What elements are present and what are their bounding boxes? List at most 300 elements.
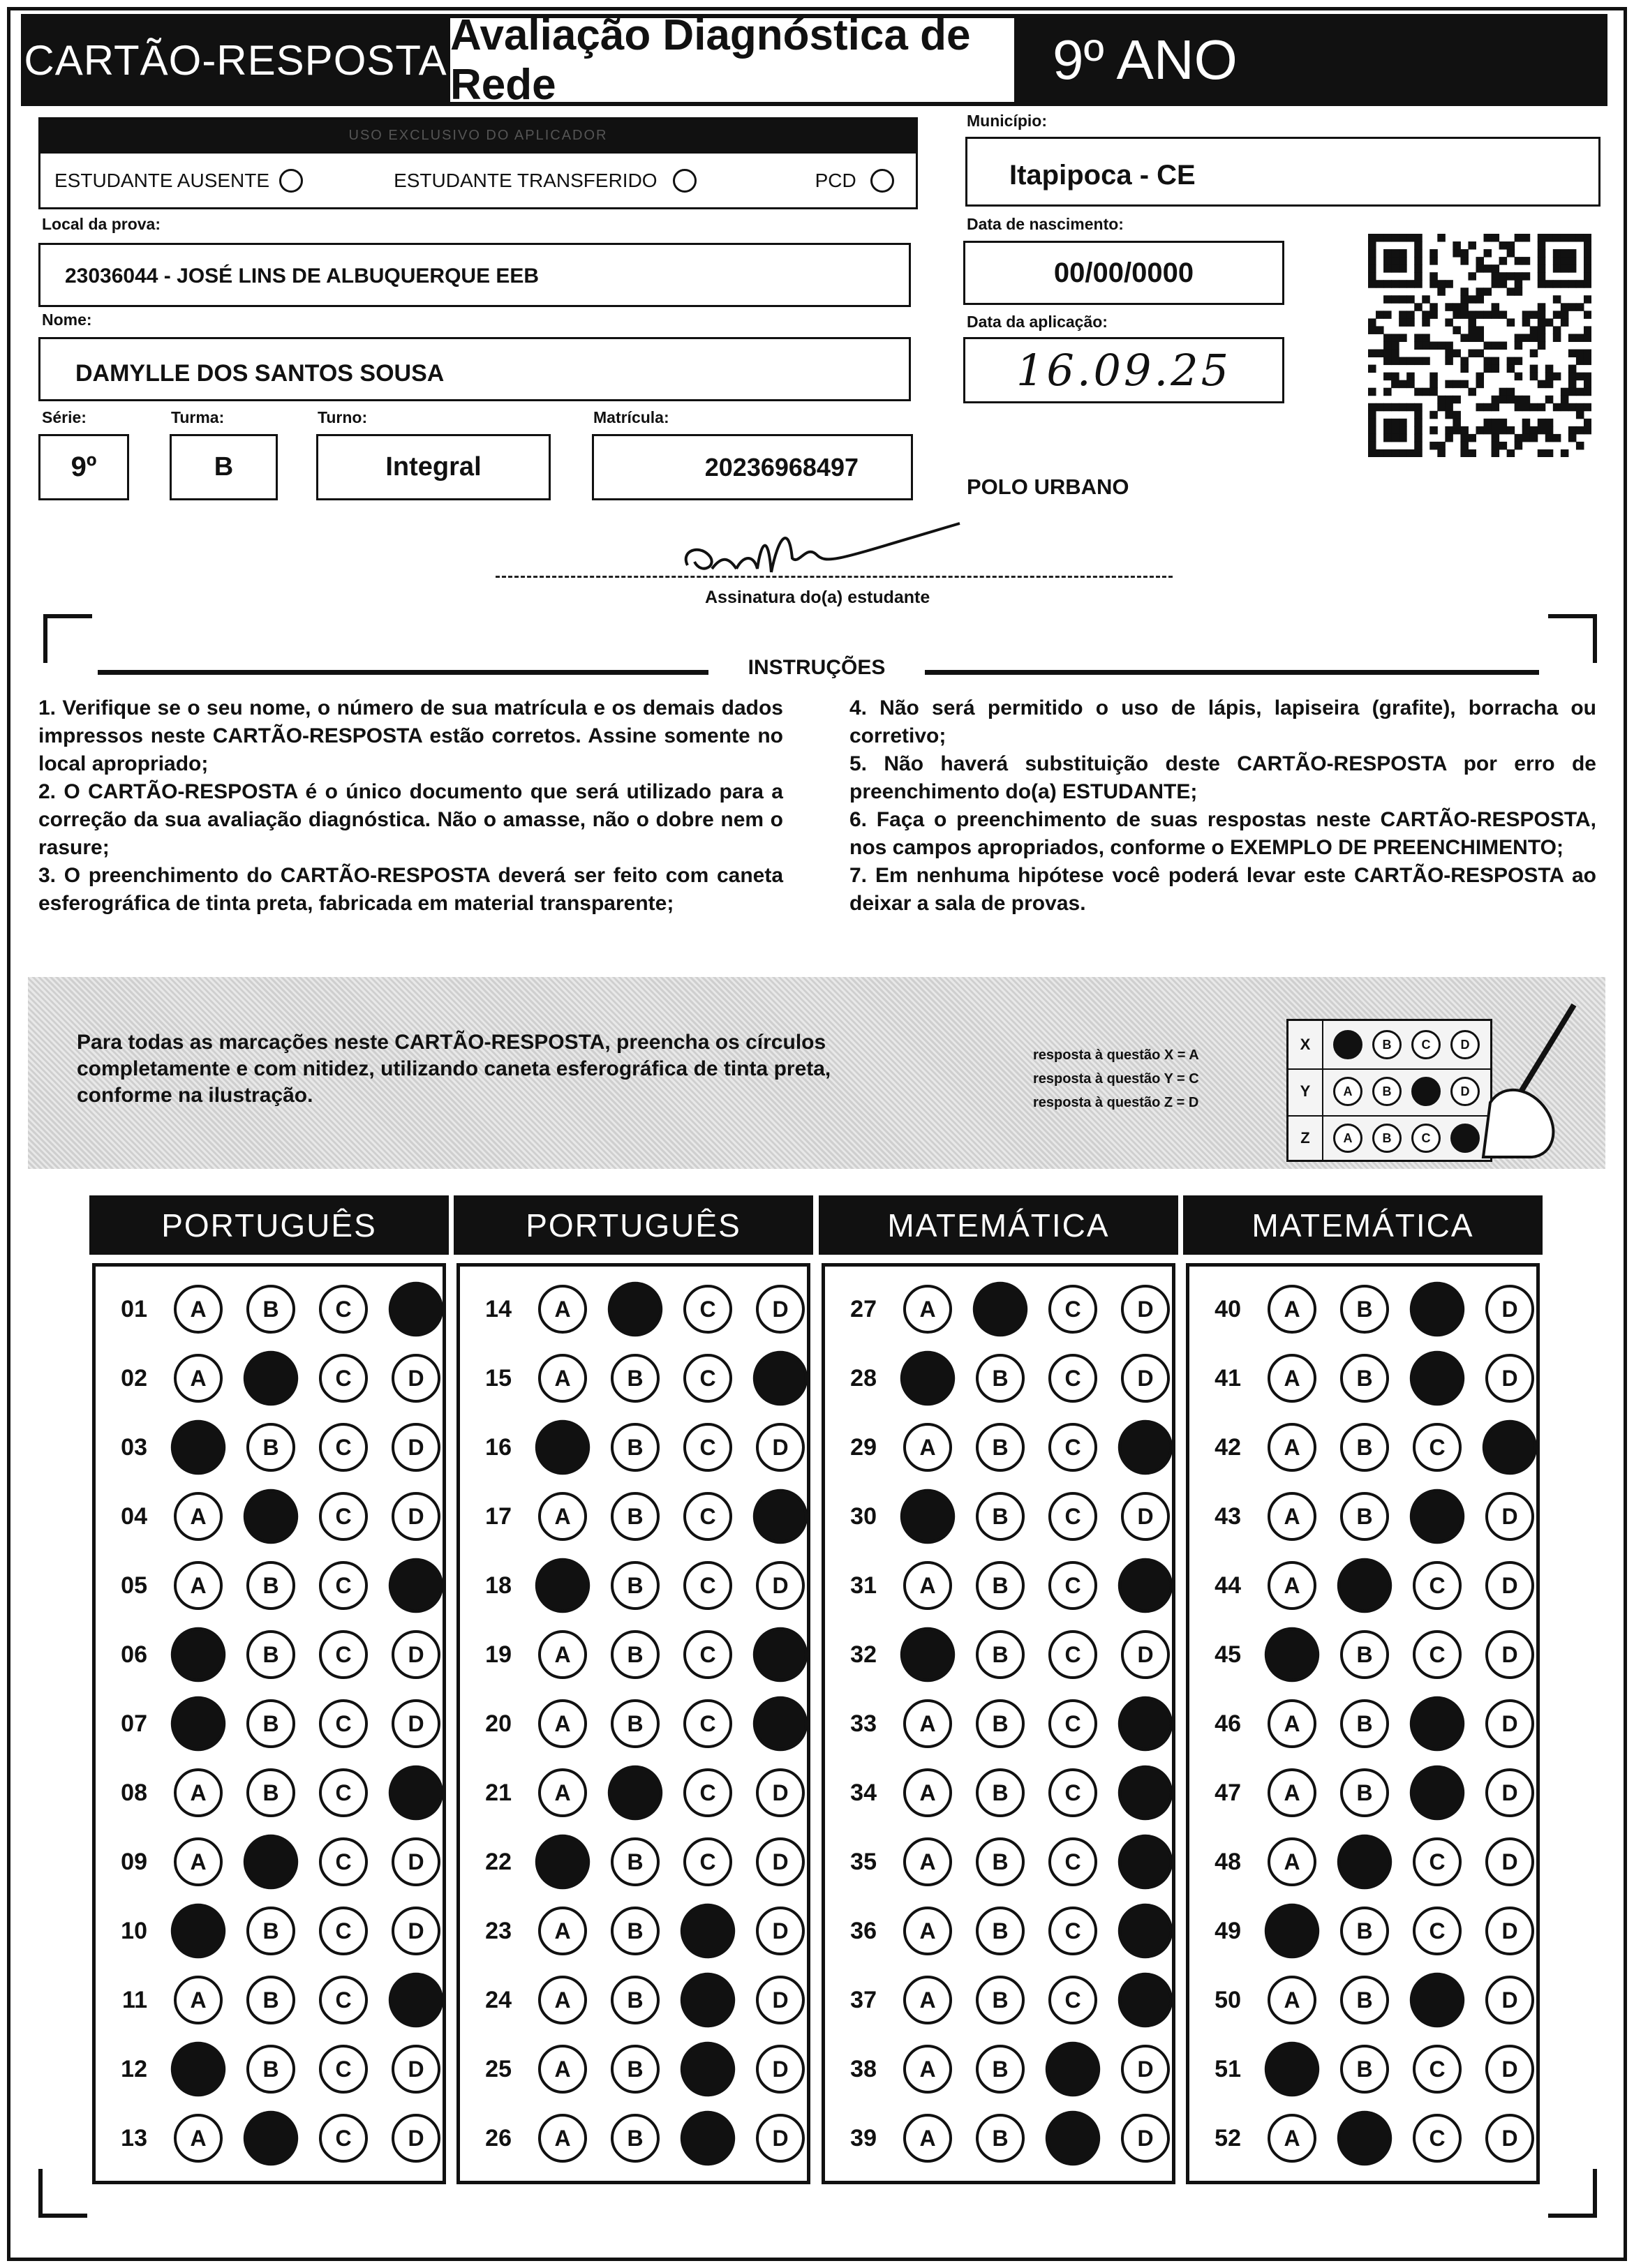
answer-bubble-c[interactable]: C [683,1837,732,1886]
answer-bubble-c[interactable]: C [319,1561,368,1610]
question-row [96,1902,440,1960]
answer-bubble-a[interactable] [1265,1904,1319,1958]
answer-bubble-d[interactable]: D [1121,1285,1170,1334]
answer-bubble-b[interactable] [1337,1835,1392,1889]
answer-bubble-c[interactable]: C [1048,1699,1097,1748]
answer-bubble-b[interactable]: B [1340,1354,1389,1403]
answer-bubble-d[interactable]: D [1121,2114,1170,2163]
question-number: 12 [121,2055,147,2082]
question-number: 14 [485,1295,512,1322]
question-number: 01 [121,1295,147,1322]
answer-bubble-d[interactable] [1118,1835,1173,1889]
answer-bubble-b[interactable]: B [976,2045,1025,2094]
answer-bubble-d[interactable]: D [756,2114,805,2163]
question-row [460,1764,805,1821]
answer-bubble-a[interactable]: A [1268,1492,1316,1541]
question-number: 15 [485,1364,512,1392]
question-row [825,1695,1170,1752]
answer-bubble-a[interactable]: A [174,1768,223,1817]
answer-bubble-d[interactable]: D [1485,1492,1534,1541]
question-row [460,1971,805,2029]
section-header: MATEMÁTICA [819,1195,1178,1255]
signature-scribble [632,516,981,586]
question-row [96,1695,440,1752]
answer-bubble-b[interactable]: B [611,1492,660,1541]
answer-bubble-a[interactable]: A [174,1561,223,1610]
answer-bubble-b[interactable] [244,1835,298,1889]
answer-bubble-a[interactable]: A [1268,1423,1316,1472]
section-header: PORTUGUÊS [454,1195,813,1255]
answer-bubble-b[interactable]: B [246,2045,295,2094]
turma-value: B [214,452,234,482]
answer-bubble-b[interactable] [608,1766,662,1820]
question-number: 41 [1215,1364,1241,1392]
answer-bubble-a[interactable]: A [903,2045,952,2094]
answer-bubble-b[interactable]: B [1340,1423,1389,1472]
answer-bubble-b[interactable] [244,2111,298,2165]
answer-bubble-c[interactable] [681,1973,735,2027]
legend-x: resposta à questão X = A [1033,1047,1199,1063]
answer-bubble-a[interactable] [535,1835,590,1889]
answer-bubble-d[interactable]: D [392,1354,440,1403]
answer-bubble-b[interactable]: B [246,1285,295,1334]
section-body [456,1263,810,2184]
answer-bubble-b[interactable] [608,1282,662,1336]
answer-bubble-d[interactable]: D [1485,1354,1534,1403]
answer-bubble-a[interactable]: A [1268,1699,1316,1748]
answer-bubble-d[interactable] [753,1351,808,1405]
answer-bubble-a[interactable] [1265,2042,1319,2096]
answer-bubble-a[interactable]: A [538,1699,587,1748]
answer-bubble-c[interactable] [1046,2111,1100,2165]
answer-bubble-c[interactable]: C [683,1768,732,1817]
example-text: Para todas as marcações neste CARTÃO-RESPOSTA, preencha os círculos completamente e com nitidez, utilizando caneta esferográfica de tinta preta, conforme na ilustração. [77,1031,831,1107]
answer-bubble-a[interactable]: A [903,1837,952,1886]
answer-bubble-a[interactable]: A [174,1837,223,1886]
answer-bubble-b[interactable]: B [976,1699,1025,1748]
answer-bubble-d[interactable] [389,1558,443,1613]
answer-bubble-c[interactable]: C [1413,1907,1462,1955]
question-number: 07 [121,1710,147,1737]
question-row [825,2041,1170,2098]
answer-bubble-a[interactable] [535,1420,590,1475]
answer-bubble-d[interactable]: D [1485,1976,1534,2024]
answer-bubble-d[interactable] [1118,1904,1173,1958]
answer-bubble-a[interactable] [171,1627,225,1682]
answer-bubble-a[interactable]: A [903,1561,952,1610]
answer-bubble-c[interactable]: C [1048,1907,1097,1955]
answer-bubble-c[interactable]: C [1413,2045,1462,2094]
answer-bubble-d[interactable]: D [756,1976,805,2024]
answer-bubble-c[interactable] [681,2111,735,2165]
answer-bubble-b[interactable]: B [611,1423,660,1472]
serie-value: 9º [70,452,97,482]
answer-bubble-a[interactable]: A [538,1354,587,1403]
answer-bubble-c[interactable]: C [1413,1561,1462,1610]
answer-bubble-b[interactable]: B [1340,1630,1389,1679]
answer-bubble-b[interactable]: B [611,1630,660,1679]
answer-bubble-a[interactable] [171,1904,225,1958]
answer-bubble-c[interactable]: C [1413,1837,1462,1886]
answer-bubble-a[interactable] [171,2042,225,2096]
answer-bubble-a[interactable]: A [903,1699,952,1748]
answer-bubble-d[interactable] [1118,1696,1173,1751]
answer-bubble-d[interactable] [1118,1558,1173,1613]
answer-bubble-c[interactable]: C [1048,1976,1097,2024]
answer-bubble-a[interactable]: A [903,1285,952,1334]
question-number: 11 [122,1986,147,2013]
answer-bubble-b[interactable] [244,1351,298,1405]
question-number: 50 [1215,1986,1241,2013]
question-number: 24 [485,1986,512,2013]
answer-bubble-a[interactable]: A [1268,1837,1316,1886]
question-row [825,1971,1170,2029]
answer-bubble-d[interactable]: D [1485,1907,1534,1955]
answer-bubble-a[interactable]: A [903,1976,952,2024]
question-number: 39 [850,2124,877,2151]
answer-bubble-c[interactable] [1410,1973,1464,2027]
question-number: 19 [485,1641,512,1668]
answer-bubble-d[interactable]: D [1121,1492,1170,1541]
answer-bubble-c[interactable]: C [1048,1423,1097,1472]
answer-bubble-b[interactable]: B [976,1354,1025,1403]
matricula-label: Matrícula: [593,408,669,426]
answer-bubble-b[interactable] [1337,1558,1392,1613]
answer-bubble-d[interactable]: D [1121,2045,1170,2094]
signature-label: Assinatura do(a) estudante [705,588,930,607]
answer-bubble-d[interactable]: D [392,1423,440,1472]
municipio-label: Município: [967,112,1047,130]
answer-bubble-d[interactable] [1483,1420,1537,1475]
answer-bubble-c[interactable]: C [1048,1354,1097,1403]
question-row [460,1419,805,1476]
turma-label: Turma: [171,408,225,426]
serie-label: Série: [42,408,87,426]
answer-bubble-b[interactable]: B [246,1630,295,1679]
answer-bubble-b[interactable]: B [976,1423,1025,1472]
answer-bubble-b[interactable] [1337,2111,1392,2165]
answer-bubble-c[interactable] [681,2042,735,2096]
answer-bubble-c[interactable]: C [683,1630,732,1679]
transferred-label: ESTUDANTE TRANSFERIDO [394,169,658,191]
operator-bar: USO EXCLUSIVO DO APLICADOR [38,117,918,154]
answer-bubble-d[interactable] [389,1766,443,1820]
question-row [825,1902,1170,1960]
answer-bubble-d[interactable]: D [756,1837,805,1886]
question-row [1189,1971,1534,2029]
question-number: 13 [121,2124,147,2151]
answer-bubble-a[interactable]: A [538,2045,587,2094]
answer-bubble-d[interactable]: D [756,1907,805,1955]
answer-bubble-b[interactable]: B [1340,1976,1389,2024]
answer-bubble-d[interactable]: D [392,2045,440,2094]
question-number: 51 [1215,2055,1241,2082]
answer-bubble-c[interactable]: C [319,1492,368,1541]
answer-bubble-d[interactable]: D [1485,1630,1534,1679]
question-row [825,1557,1170,1614]
answer-bubble-c[interactable] [1410,1766,1464,1820]
answer-bubble-b[interactable] [973,1282,1027,1336]
answer-bubble-c[interactable]: C [319,2045,368,2094]
question-number: 22 [485,1848,512,1875]
answer-bubble-c[interactable]: C [319,1630,368,1679]
answer-bubble-c[interactable]: C [1048,1285,1097,1334]
answer-bubble-d[interactable] [1118,1973,1173,2027]
answer-bubble-a[interactable] [900,1489,955,1544]
answer-bubble-d[interactable]: D [392,1492,440,1541]
answer-bubble-a[interactable]: A [538,1630,587,1679]
answer-bubble-a[interactable] [1265,1627,1319,1682]
absent-checkbox[interactable] [279,169,303,193]
answer-bubble-b[interactable]: B [246,1561,295,1610]
answer-bubble-b[interactable]: B [246,1423,295,1472]
question-number: 25 [485,2055,512,2082]
question-number: 27 [850,1295,877,1322]
answer-bubble-c[interactable]: C [1048,1837,1097,1886]
answer-bubble-d[interactable]: D [392,2114,440,2163]
question-row [825,1281,1170,1338]
question-row [96,1833,440,1890]
answer-bubble-d[interactable]: D [756,2045,805,2094]
answer-bubble-a[interactable]: A [903,1423,952,1472]
answer-bubble-b[interactable]: B [976,1837,1025,1886]
answer-bubble-b[interactable]: B [611,1837,660,1886]
answer-bubble-b[interactable]: B [611,1354,660,1403]
answer-bubble-b[interactable]: B [611,1561,660,1610]
answer-bubble-c[interactable]: C [319,1976,368,2024]
answer-bubble-b[interactable]: B [1340,2045,1389,2094]
answer-bubble-c[interactable]: C [319,2114,368,2163]
answer-bubble-d[interactable]: D [392,1837,440,1886]
answer-bubble-c[interactable]: C [683,1561,732,1610]
answer-bubble-c[interactable]: C [1048,1630,1097,1679]
answer-bubble-c[interactable] [1046,2042,1100,2096]
application-label: Data da aplicação: [967,313,1108,331]
answer-bubble-c[interactable]: C [1048,1492,1097,1541]
example-row [1288,1021,1490,1070]
question-row [1189,1695,1534,1752]
answer-bubble-a[interactable]: A [538,1976,587,2024]
absent-label: ESTUDANTE AUSENTE [54,169,270,191]
serie-field [38,434,129,500]
answer-bubble-b[interactable] [244,1489,298,1544]
answer-bubble-b[interactable]: B [976,1976,1025,2024]
answer-bubble-a[interactable]: A [903,2114,952,2163]
answer-bubble-a[interactable]: A [174,1492,223,1541]
question-row [96,2110,440,2167]
answer-bubble-c[interactable]: C [1048,1561,1097,1610]
municipio-field [965,137,1600,207]
answer-bubble-a[interactable] [900,1351,955,1405]
answer-bubble-a[interactable]: A [174,1285,223,1334]
answer-bubble-c[interactable]: C [1413,1630,1462,1679]
answer-bubble-d[interactable]: D [756,1768,805,1817]
answer-bubble-b[interactable]: B [1340,1699,1389,1748]
answer-bubble-b[interactable]: B [976,1907,1025,1955]
answer-bubble-a[interactable]: A [174,1976,223,2024]
answer-bubble-b[interactable]: B [611,1699,660,1748]
instruction-4: 4. Não será permitido o uso de lápis, lapiseira (grafite), borracha ou corretivo; [849,696,1596,747]
name-value: DAMYLLE DOS SANTOS SOUSA [75,360,445,387]
answer-bubble-d[interactable] [753,1627,808,1682]
question-number: 23 [485,1917,512,1944]
question-row [460,1833,805,1890]
answer-bubble-a[interactable]: A [1268,1561,1316,1610]
question-number: 47 [1215,1779,1241,1806]
answer-bubble-d[interactable]: D [392,1699,440,1748]
answer-bubble-d[interactable] [389,1282,443,1336]
answer-bubble-d[interactable]: D [1485,1768,1534,1817]
answer-bubble-c[interactable] [1410,1282,1464,1336]
question-row [1189,1419,1534,1476]
answer-bubble-d[interactable]: D [1485,2114,1534,2163]
answer-bubble-d[interactable]: D [1121,1354,1170,1403]
answer-bubble-a[interactable] [900,1627,955,1682]
answer-bubble-d[interactable]: D [392,1630,440,1679]
answer-bubble-d[interactable] [1118,1420,1173,1475]
question-number: 37 [850,1986,877,2013]
answer-bubble-a[interactable] [171,1696,225,1751]
answer-bubble-b[interactable]: B [246,1976,295,2024]
answer-bubble-b[interactable]: B [1340,1768,1389,1817]
answer-bubble-c[interactable] [681,1904,735,1958]
answer-bubble-b[interactable]: B [1340,1907,1389,1955]
example-bubble [1450,1124,1480,1153]
answer-bubble-b[interactable]: B [1340,1285,1389,1334]
example-illustration [1286,1019,1492,1162]
answer-bubble-c[interactable] [1410,1351,1464,1405]
answer-bubble-d[interactable]: D [756,1561,805,1610]
birth-label: Data de nascimento: [967,215,1124,233]
answer-bubble-d[interactable]: D [1485,1285,1534,1334]
birth-value: 00/00/0000 [1053,257,1194,288]
question-row [96,1764,440,1821]
question-row [825,2110,1170,2167]
answer-bubble-b[interactable]: B [976,2114,1025,2163]
answer-bubble-a[interactable] [171,1420,225,1475]
application-value: 16.09.25 [1016,345,1232,396]
question-row [825,1764,1170,1821]
answer-bubble-c[interactable]: C [319,1837,368,1886]
question-row [460,1902,805,1960]
card-title: CARTÃO-RESPOSTA [21,14,450,106]
answer-bubble-b[interactable]: B [246,1699,295,1748]
question-number: 49 [1215,1917,1241,1944]
answer-bubble-b[interactable]: B [976,1768,1025,1817]
answer-bubble-b[interactable]: B [976,1492,1025,1541]
answer-bubble-a[interactable]: A [538,1285,587,1334]
turno-field [316,434,551,500]
question-row [460,2110,805,2167]
answer-bubble-d[interactable]: D [756,1423,805,1472]
question-row [825,1419,1170,1476]
answer-bubble-c[interactable]: C [683,1354,732,1403]
answer-bubble-c[interactable]: C [683,1423,732,1472]
question-number: 34 [850,1779,877,1806]
matricula-field [592,434,913,500]
answer-bubble-c[interactable]: C [683,1699,732,1748]
answer-bubble-a[interactable]: A [1268,2114,1316,2163]
answer-bubble-d[interactable]: D [1485,1699,1534,1748]
example-row-key: X [1288,1021,1323,1068]
answer-bubble-a[interactable]: A [1268,1354,1316,1403]
answer-bubble-a[interactable]: A [538,1492,587,1541]
question-row [1189,1488,1534,1545]
answer-bubble-d[interactable]: D [392,1907,440,1955]
answer-bubble-a[interactable]: A [1268,1768,1316,1817]
answer-bubble-c[interactable]: C [319,1285,368,1334]
answer-bubble-d[interactable]: D [1485,1837,1534,1886]
answer-bubble-c[interactable]: C [319,1354,368,1403]
example-row [1288,1068,1490,1117]
answer-bubble-d[interactable] [389,1973,443,2027]
answer-bubble-c[interactable]: C [319,1768,368,1817]
answer-bubble-c[interactable] [1410,1489,1464,1544]
answer-bubble-b[interactable]: B [611,1976,660,2024]
answer-bubble-a[interactable]: A [1268,1976,1316,2024]
answer-bubble-d[interactable]: D [1121,1630,1170,1679]
answer-bubble-b[interactable]: B [976,1630,1025,1679]
answer-bubble-a[interactable]: A [538,1907,587,1955]
answer-bubble-d[interactable] [753,1489,808,1544]
answer-bubble-b[interactable]: B [976,1561,1025,1610]
answer-bubble-c[interactable]: C [683,1492,732,1541]
answer-bubble-a[interactable]: A [538,1768,587,1817]
answer-bubble-d[interactable] [753,1696,808,1751]
answer-bubble-c[interactable]: C [319,1423,368,1472]
transferred-checkbox[interactable] [673,169,697,193]
answer-bubble-a[interactable]: A [174,1354,223,1403]
question-number: 44 [1215,1572,1241,1599]
answer-bubble-b[interactable]: B [246,1907,295,1955]
answer-bubble-a[interactable]: A [1268,1285,1316,1334]
instruction-1: 1. Verifique se o seu nome, o número de sua matrícula e os demais dados impressos neste CARTÃO-RESPOSTA estão corretos. Assine somente no local apropriado; [38,696,783,775]
answer-bubble-c[interactable]: C [1048,1768,1097,1817]
instruction-3: 3. O preenchimento do CARTÃO-RESPOSTA deverá ser feito com caneta esferográfica de tinta preta, fabricada em material transparente; [38,864,783,915]
section-header: PORTUGUÊS [89,1195,449,1255]
answer-bubble-c[interactable]: C [319,1699,368,1748]
answer-bubble-c[interactable]: C [683,1285,732,1334]
answer-bubble-a[interactable]: A [174,2114,223,2163]
answer-bubble-c[interactable]: C [1413,2114,1462,2163]
question-row [460,1350,805,1407]
question-number: 05 [121,1572,147,1599]
answer-bubble-b[interactable]: B [611,1907,660,1955]
legend-y: resposta à questão Y = C [1033,1071,1199,1087]
answer-bubble-d[interactable]: D [1485,2045,1534,2094]
location-label: Local da prova: [42,215,161,233]
instruction-2: 2. O CARTÃO-RESPOSTA é o único documento que será utilizado para a correção da sua avaliação diagnóstica. Não o amasse, não o dobre nem o rasure; [38,780,783,859]
answer-bubble-d[interactable] [1118,1766,1173,1820]
answer-bubble-b[interactable]: B [1340,1492,1389,1541]
answer-bubble-c[interactable] [1410,1696,1464,1751]
answer-bubble-a[interactable]: A [538,2114,587,2163]
answer-bubble-b[interactable]: B [246,1768,295,1817]
question-row [825,1488,1170,1545]
pcd-checkbox[interactable] [870,169,894,193]
answer-bubble-a[interactable]: A [903,1907,952,1955]
qr-code [1368,234,1591,457]
answer-bubble-a[interactable]: A [903,1768,952,1817]
example-bubble [1411,1077,1441,1106]
answer-bubble-c[interactable]: C [319,1907,368,1955]
answer-bubble-c[interactable]: C [1413,1423,1462,1472]
answer-bubble-b[interactable]: B [611,2045,660,2094]
answer-bubble-d[interactable]: D [756,1285,805,1334]
answer-bubble-a[interactable] [535,1558,590,1613]
answer-bubble-b[interactable]: B [611,2114,660,2163]
answer-bubble-d[interactable]: D [1485,1561,1534,1610]
